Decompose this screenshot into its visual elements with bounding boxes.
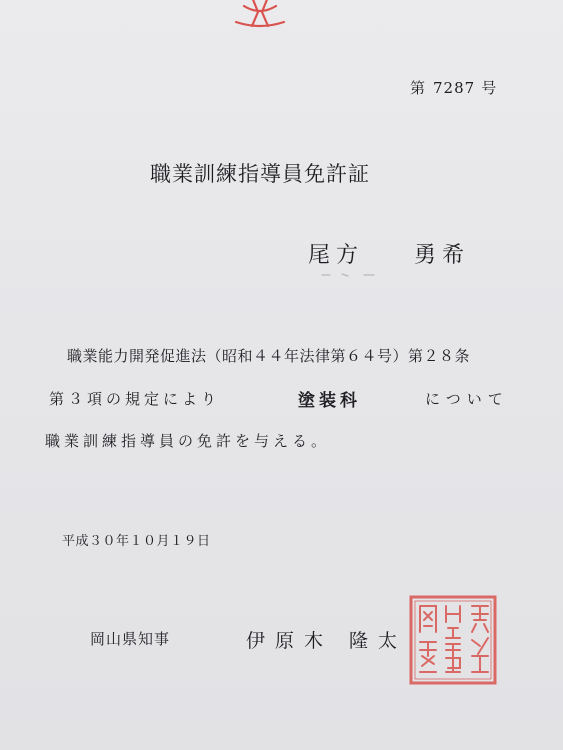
body-line-1: 職業能力開発促進法（昭和４４年法律第６４号）第２８条 [67,347,471,365]
body-line-3: 職業訓練指導員の免許を与える。 [45,432,331,450]
body-line-2-after: について [425,390,509,408]
number-value: 7287 [433,79,476,97]
cut-off-seal-icon [228,0,292,32]
licensed-subject: 塗装科 [298,391,361,411]
issue-date: 平成３０年１０月１９日 [62,534,211,549]
body-line-2-before: 第３項の規定により [49,390,221,408]
certificate-title: 職業訓練指導員免許証 [150,162,370,186]
holder-family-name: 尾方 [308,243,365,268]
faint-marks [318,272,388,278]
holder-given-name: 勇希 [414,243,471,268]
body-line-2 [49,388,509,411]
certificate-number [410,77,498,98]
official-seal-icon [408,594,498,686]
number-prefix: 第 [410,79,428,97]
issuer-name: 伊原木 隆太 [246,630,408,652]
number-suffix: 号 [481,79,499,97]
issuer-title: 岡山県知事 [90,630,171,648]
